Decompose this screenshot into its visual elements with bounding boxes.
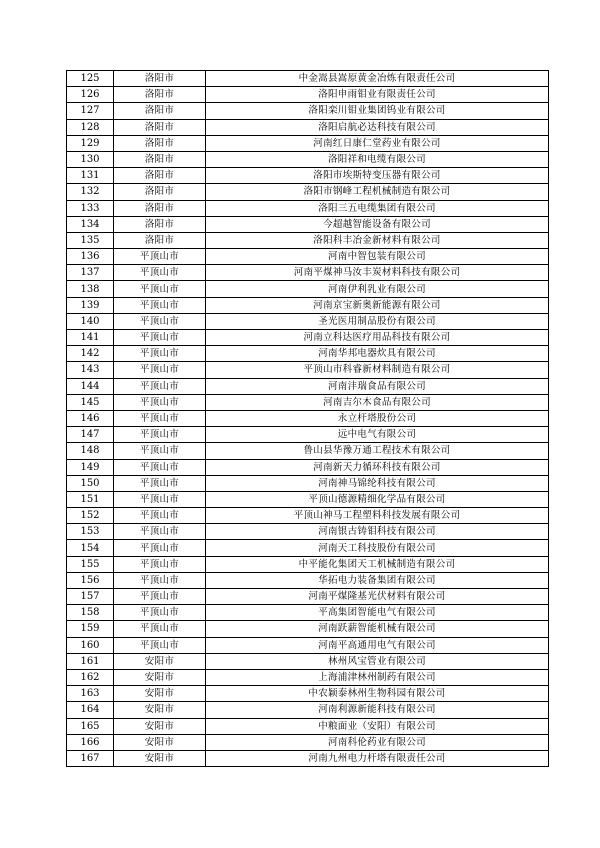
table-row bbox=[67, 605, 549, 621]
city-cell: 平顶山市 bbox=[114, 265, 206, 281]
city-cell: 平顶山市 bbox=[114, 540, 206, 556]
table-row bbox=[67, 669, 549, 685]
row-number-cell: 166 bbox=[67, 734, 114, 750]
city-cell: 洛阳市 bbox=[114, 168, 206, 184]
city-cell: 洛阳市 bbox=[114, 103, 206, 119]
city-cell: 洛阳市 bbox=[114, 232, 206, 248]
table-row bbox=[67, 475, 549, 491]
row-number-cell: 150 bbox=[67, 475, 114, 491]
city-cell: 平顶山市 bbox=[114, 394, 206, 410]
company-name-cell: 平高集团智能电气有限公司 bbox=[206, 605, 549, 621]
company-name-cell: 平顶山德源精细化学品有限公司 bbox=[206, 491, 549, 507]
company-name-cell: 远中电气有限公司 bbox=[206, 427, 549, 443]
table-row bbox=[67, 168, 549, 184]
city-cell: 平顶山市 bbox=[114, 410, 206, 426]
city-cell: 安阳市 bbox=[114, 702, 206, 718]
row-number-cell: 139 bbox=[67, 297, 114, 313]
city-cell: 安阳市 bbox=[114, 718, 206, 734]
company-name-cell: 鲁山县华豫万通工程技术有限公司 bbox=[206, 443, 549, 459]
company-name-cell: 洛阳祥和电缆有限公司 bbox=[206, 151, 549, 167]
table-row bbox=[67, 362, 549, 378]
row-number-cell: 132 bbox=[67, 184, 114, 200]
table-row bbox=[67, 410, 549, 426]
row-number-cell: 155 bbox=[67, 556, 114, 572]
row-number-cell: 152 bbox=[67, 508, 114, 524]
row-number-cell: 125 bbox=[67, 71, 114, 87]
table-row bbox=[67, 459, 549, 475]
row-number-cell: 153 bbox=[67, 524, 114, 540]
company-name-cell: 河南科伦药业有限公司 bbox=[206, 734, 549, 750]
table-row bbox=[67, 135, 549, 151]
table-row bbox=[67, 281, 549, 297]
row-number-cell: 143 bbox=[67, 362, 114, 378]
company-name-cell: 洛阳栾川钼业集团钨业有限公司 bbox=[206, 103, 549, 119]
company-name-cell: 中平能化集团天工机械制造有限公司 bbox=[206, 556, 549, 572]
company-name-cell: 洛阳市埃斯特变压器有限公司 bbox=[206, 168, 549, 184]
row-number-cell: 165 bbox=[67, 718, 114, 734]
city-cell: 安阳市 bbox=[114, 686, 206, 702]
table-row bbox=[67, 184, 549, 200]
company-name-cell: 河南新天力循环科技有限公司 bbox=[206, 459, 549, 475]
row-number-cell: 164 bbox=[67, 702, 114, 718]
city-cell: 平顶山市 bbox=[114, 589, 206, 605]
company-list-table bbox=[66, 70, 549, 767]
row-number-cell: 160 bbox=[67, 637, 114, 653]
row-number-cell: 167 bbox=[67, 750, 114, 766]
table-row bbox=[67, 572, 549, 588]
row-number-cell: 129 bbox=[67, 135, 114, 151]
city-cell: 平顶山市 bbox=[114, 443, 206, 459]
row-number-cell: 146 bbox=[67, 410, 114, 426]
company-name-cell: 洛阳市钢峰工程机械制造有限公司 bbox=[206, 184, 549, 200]
table-row bbox=[67, 232, 549, 248]
row-number-cell: 144 bbox=[67, 378, 114, 394]
company-name-cell: 上海浦津林州制药有限公司 bbox=[206, 669, 549, 685]
company-name-cell: 河南银古铸钼科技有限公司 bbox=[206, 524, 549, 540]
row-number-cell: 158 bbox=[67, 605, 114, 621]
company-name-cell: 中粮面业（安阳）有限公司 bbox=[206, 718, 549, 734]
city-cell: 安阳市 bbox=[114, 653, 206, 669]
table-row bbox=[67, 491, 549, 507]
table-row bbox=[67, 103, 549, 119]
row-number-cell: 156 bbox=[67, 572, 114, 588]
company-name-cell: 中农颖泰林州生物科园有限公司 bbox=[206, 686, 549, 702]
city-cell: 平顶山市 bbox=[114, 637, 206, 653]
company-name-cell: 平顶山神马工程塑料科技发展有限公司 bbox=[206, 508, 549, 524]
row-number-cell: 157 bbox=[67, 589, 114, 605]
city-cell: 平顶山市 bbox=[114, 524, 206, 540]
city-cell: 洛阳市 bbox=[114, 151, 206, 167]
city-cell: 洛阳市 bbox=[114, 200, 206, 216]
company-name-cell: 河南利源新能科技有限公司 bbox=[206, 702, 549, 718]
row-number-cell: 135 bbox=[67, 232, 114, 248]
city-cell: 平顶山市 bbox=[114, 378, 206, 394]
company-name-cell: 河南跃薪智能机械有限公司 bbox=[206, 621, 549, 637]
table-row bbox=[67, 621, 549, 637]
city-cell: 平顶山市 bbox=[114, 313, 206, 329]
company-list-body bbox=[67, 71, 549, 767]
table-row bbox=[67, 524, 549, 540]
company-name-cell: 河南平高通用电气有限公司 bbox=[206, 637, 549, 653]
row-number-cell: 138 bbox=[67, 281, 114, 297]
company-name-cell: 河南天工科技股份有限公司 bbox=[206, 540, 549, 556]
table-row bbox=[67, 265, 549, 281]
city-cell: 平顶山市 bbox=[114, 281, 206, 297]
row-number-cell: 131 bbox=[67, 168, 114, 184]
city-cell: 平顶山市 bbox=[114, 556, 206, 572]
company-name-cell: 河南吉尔木食品有限公司 bbox=[206, 394, 549, 410]
table-row bbox=[67, 718, 549, 734]
company-name-cell: 今超越智能设备有限公司 bbox=[206, 216, 549, 232]
table-row bbox=[67, 330, 549, 346]
table-row bbox=[67, 151, 549, 167]
table-row bbox=[67, 653, 549, 669]
city-cell: 安阳市 bbox=[114, 734, 206, 750]
company-name-cell: 河南九州电力杆塔有限责任公司 bbox=[206, 750, 549, 766]
company-name-cell: 河南平煤隆基光伏材料有限公司 bbox=[206, 589, 549, 605]
city-cell: 平顶山市 bbox=[114, 475, 206, 491]
row-number-cell: 159 bbox=[67, 621, 114, 637]
city-cell: 平顶山市 bbox=[114, 362, 206, 378]
row-number-cell: 161 bbox=[67, 653, 114, 669]
company-name-cell: 河南立科达医疗用品科技有限公司 bbox=[206, 330, 549, 346]
company-name-cell: 永立杆塔股份公司 bbox=[206, 410, 549, 426]
row-number-cell: 136 bbox=[67, 249, 114, 265]
table-row bbox=[67, 589, 549, 605]
company-name-cell: 圣光医用制品股份有限公司 bbox=[206, 313, 549, 329]
company-name-cell: 洛阳三五电缆集团有限公司 bbox=[206, 200, 549, 216]
company-name-cell: 河南京宝新奥新能源有限公司 bbox=[206, 297, 549, 313]
company-name-cell: 林州风宝管业有限公司 bbox=[206, 653, 549, 669]
city-cell: 平顶山市 bbox=[114, 249, 206, 265]
row-number-cell: 149 bbox=[67, 459, 114, 475]
table-row bbox=[67, 637, 549, 653]
city-cell: 洛阳市 bbox=[114, 216, 206, 232]
table-row bbox=[67, 200, 549, 216]
company-name-cell: 河南红日康仁堂药业有限公司 bbox=[206, 135, 549, 151]
city-cell: 平顶山市 bbox=[114, 346, 206, 362]
table-row bbox=[67, 71, 549, 87]
city-cell: 平顶山市 bbox=[114, 605, 206, 621]
company-name-cell: 洛阳科丰冶金新材料有限公司 bbox=[206, 232, 549, 248]
table-row bbox=[67, 87, 549, 103]
row-number-cell: 142 bbox=[67, 346, 114, 362]
table-row bbox=[67, 508, 549, 524]
table-row bbox=[67, 297, 549, 313]
company-name-cell: 中金嵩县嵩原黄金冶炼有限责任公司 bbox=[206, 71, 549, 87]
city-cell: 洛阳市 bbox=[114, 71, 206, 87]
row-number-cell: 145 bbox=[67, 394, 114, 410]
row-number-cell: 133 bbox=[67, 200, 114, 216]
city-cell: 安阳市 bbox=[114, 750, 206, 766]
row-number-cell: 137 bbox=[67, 265, 114, 281]
city-cell: 洛阳市 bbox=[114, 184, 206, 200]
company-name-cell: 洛阳申雨钼业有限责任公司 bbox=[206, 87, 549, 103]
table-row bbox=[67, 378, 549, 394]
table-row bbox=[67, 427, 549, 443]
company-name-cell: 洛阳启航必达科技有限公司 bbox=[206, 119, 549, 135]
table-row bbox=[67, 750, 549, 766]
table-row bbox=[67, 216, 549, 232]
city-cell: 平顶山市 bbox=[114, 572, 206, 588]
row-number-cell: 141 bbox=[67, 330, 114, 346]
row-number-cell: 128 bbox=[67, 119, 114, 135]
table-row bbox=[67, 394, 549, 410]
city-cell: 平顶山市 bbox=[114, 297, 206, 313]
table-row bbox=[67, 443, 549, 459]
row-number-cell: 140 bbox=[67, 313, 114, 329]
company-name-cell: 华拓电力装备集团有限公司 bbox=[206, 572, 549, 588]
table-row bbox=[67, 313, 549, 329]
company-name-cell: 河南华邦电器炊具有限公司 bbox=[206, 346, 549, 362]
city-cell: 洛阳市 bbox=[114, 87, 206, 103]
row-number-cell: 163 bbox=[67, 686, 114, 702]
company-name-cell: 河南中智包装有限公司 bbox=[206, 249, 549, 265]
city-cell: 平顶山市 bbox=[114, 621, 206, 637]
table-row bbox=[67, 346, 549, 362]
city-cell: 洛阳市 bbox=[114, 119, 206, 135]
row-number-cell: 127 bbox=[67, 103, 114, 119]
city-cell: 平顶山市 bbox=[114, 427, 206, 443]
row-number-cell: 148 bbox=[67, 443, 114, 459]
city-cell: 平顶山市 bbox=[114, 330, 206, 346]
row-number-cell: 134 bbox=[67, 216, 114, 232]
city-cell: 平顶山市 bbox=[114, 508, 206, 524]
company-name-cell: 河南沣瑞食品有限公司 bbox=[206, 378, 549, 394]
table-row bbox=[67, 249, 549, 265]
table-row bbox=[67, 556, 549, 572]
city-cell: 安阳市 bbox=[114, 669, 206, 685]
row-number-cell: 162 bbox=[67, 669, 114, 685]
company-name-cell: 河南伊利乳业有限公司 bbox=[206, 281, 549, 297]
company-name-cell: 河南平煤神马汝丰炭材料科技有限公司 bbox=[206, 265, 549, 281]
city-cell: 平顶山市 bbox=[114, 459, 206, 475]
table-row bbox=[67, 119, 549, 135]
city-cell: 洛阳市 bbox=[114, 135, 206, 151]
row-number-cell: 151 bbox=[67, 491, 114, 507]
table-row bbox=[67, 686, 549, 702]
company-name-cell: 河南神马锦纶科技有限公司 bbox=[206, 475, 549, 491]
city-cell: 平顶山市 bbox=[114, 491, 206, 507]
row-number-cell: 154 bbox=[67, 540, 114, 556]
table-row bbox=[67, 540, 549, 556]
row-number-cell: 130 bbox=[67, 151, 114, 167]
company-name-cell: 平顶山市科睿新材料制造有限公司 bbox=[206, 362, 549, 378]
table-row bbox=[67, 702, 549, 718]
row-number-cell: 126 bbox=[67, 87, 114, 103]
row-number-cell: 147 bbox=[67, 427, 114, 443]
table-row bbox=[67, 734, 549, 750]
